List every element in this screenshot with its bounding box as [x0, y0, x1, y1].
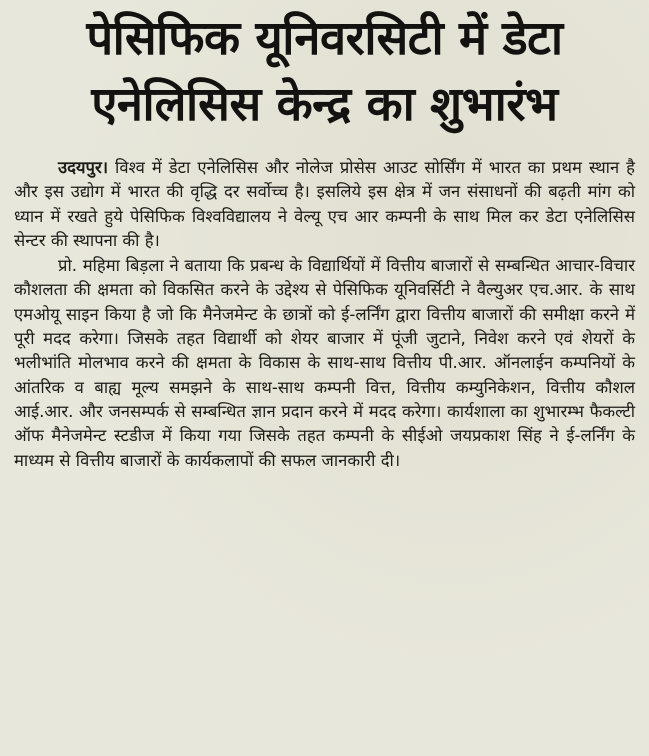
paragraph-1-text: विश्व में डेटा एनेलिसिस और नोलेज प्रोसेस आउट सोर्सिंग में भारत का प्रथम स्थान है और इस उद्योग में भारत की वृद्धि दर सर्वोच्च है। इसलिये इस क्षेत्र में जन संसाधनों की बढ़ती मांग को ध्यान में रखते हुये पेसिफिक विश्वविद्यालय ने वेल्यू एच आर कम्पनी के साथ मिल कर डेटा एनेलिसिस सेन्टर की स्थापना की है।: [14, 158, 635, 250]
article-headline: [14, 6, 635, 138]
dateline: उदयपुर।: [58, 158, 109, 177]
headline-line-2: एनेलिसिस केन्द्र का शुभारंभ: [91, 77, 558, 132]
article-body: [14, 156, 635, 473]
article-paragraph-1: [14, 156, 635, 253]
headline-line-1: पेसिफिक यूनिवरसिटी में डेटा: [86, 11, 563, 66]
article-paragraph-2: प्रो. महिमा बिड़ला ने बताया कि प्रबन्ध के विद्यार्थियों में वित्तीय बाजारों से सम्बन्धित आचार-विचार कौशलता की क्षमता को विकसित करने के उद्देश्य से पेसिफिक यूनिवर्सिटी ने वैल्युअर एच.आर. के साथ एमओयू साइन किया है जो कि मैनेजमेन्ट के छात्रों को ई-लर्निंग द्वारा वित्तीय बाजारों की समीक्षा करने में पूरी मदद करेगा। जिसके तहत विद्यार्थी को शेयर बाजार में पूंजी जुटाने, निवेश करने एवं शेयरों के भलीभांति मोलभाव करने की क्षमता के विकास के साथ-साथ वित्तीय पी.आर. ऑनलाईन कम्पनियों के आंतरिक व बाह्य मूल्य समझने के साथ-साथ कम्पनी वित्त, वित्तीय कम्युनिकेशन, वित्तीय कौशल आई.आर. और जनसम्पर्क से सम्बन्धित ज्ञान प्रदान करने में मदद करेगा। कार्यशाला का शुभारम्भ फैकल्टी ऑफ मैनेजमेन्ट स्टडीज में किया गया जिसके तहत कम्पनी के सीईओ जयप्रकाश सिंह ने ई-लर्निंग के माध्यम से वित्तीय बाजारों के कार्यकलापों की सफल जानकारी दी।: [14, 256, 635, 470]
